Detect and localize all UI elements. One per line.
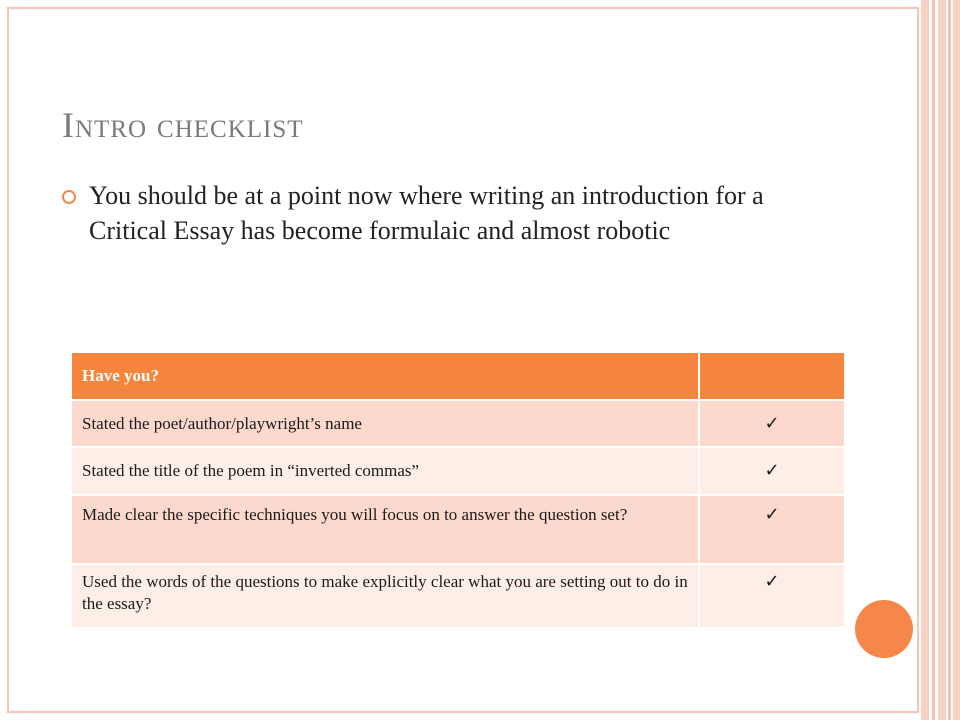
table-row — [72, 565, 844, 629]
table-row — [72, 401, 844, 448]
checkmark-icon: ✓ — [764, 412, 780, 434]
checkmark-icon: ✓ — [764, 460, 780, 481]
checklist-item: Stated the poet/author/playwright’s name — [72, 401, 700, 448]
table-header-cell — [700, 353, 844, 401]
decor-stripe — [953, 0, 960, 720]
decor-stripe — [921, 0, 929, 720]
table-row — [72, 448, 844, 496]
checkmark-cell — [700, 448, 844, 496]
table-header-cell: Have you? — [72, 353, 700, 401]
checkmark-cell — [700, 496, 844, 565]
bullet-ring-icon — [62, 190, 76, 204]
checklist-item: Made clear the specific techniques you will focus on to answer the question set? — [72, 496, 700, 565]
checkmark-icon: ✓ — [764, 504, 780, 525]
checkmark-cell — [700, 401, 844, 448]
decor-circle — [855, 600, 913, 658]
decor-stripe — [938, 0, 946, 720]
table-header-row — [72, 353, 844, 401]
checkmark-cell — [700, 565, 844, 629]
checklist-item: Used the words of the questions to make explicitly clear what you are setting out to do in the essay? — [72, 565, 700, 629]
decor-stripe — [932, 0, 935, 720]
decor-stripe — [948, 0, 951, 720]
checkmark-icon: ✓ — [764, 571, 780, 592]
bullet-text: You should be at a point now where writing an introduction for a Critical Essay has become formulaic and almost robotic — [89, 181, 764, 245]
checklist-item: Stated the title of the poem in “inverted commas” — [72, 448, 700, 496]
checklist-table — [72, 353, 844, 629]
slide-title: Intro checklist — [62, 105, 304, 145]
table-row — [72, 496, 844, 565]
